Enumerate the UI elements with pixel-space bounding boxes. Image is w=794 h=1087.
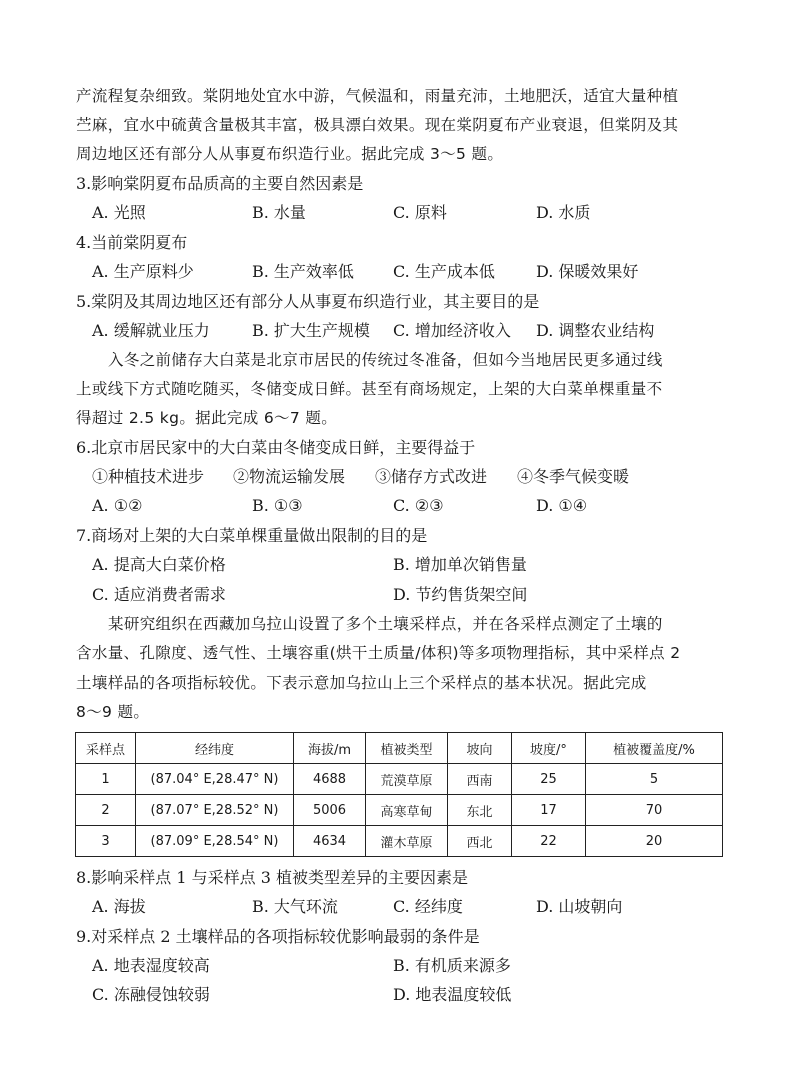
question-9-option-b[interactable]: B. 有机质来源多 <box>393 956 511 975</box>
question-6-stem: 6.北京市居民家中的大白菜由冬储变成日鲜，主要得益于 <box>76 438 476 457</box>
question-6-item-4: ④冬季气候变暖 <box>517 467 630 486</box>
passage3-line-4: 8～9 题。 <box>76 703 150 721</box>
passage3-line-1: 某研究组织在西藏加乌拉山设置了多个土壤采样点，并在各采样点测定了土壤的 <box>108 615 663 633</box>
table-cell: 灌木草原 <box>366 826 448 857</box>
question-8-option-a[interactable]: A. 海拔 <box>92 897 146 916</box>
question-6-option-a[interactable]: A. ①② <box>92 496 143 515</box>
question-8-option-d[interactable]: D. 山坡朝向 <box>536 897 623 916</box>
table-row <box>76 826 723 857</box>
question-7-stem: 7.商场对上架的大白菜单棵重量做出限制的目的是 <box>76 526 428 545</box>
question-3-option-d[interactable]: D. 水质 <box>536 203 591 222</box>
question-5-option-c[interactable]: C. 增加经济收入 <box>393 321 511 340</box>
table-cell: 5 <box>586 764 723 795</box>
table-row <box>76 795 723 826</box>
table-cell: 70 <box>586 795 723 826</box>
table-cell: 高寒草甸 <box>366 795 448 826</box>
table-cell: (87.07° E,28.52° N) <box>136 795 294 826</box>
question-6-option-b[interactable]: B. ①③ <box>252 496 303 515</box>
table-header-cell: 植被类型 <box>366 733 448 764</box>
question-6-item-1: ①种植技术进步 <box>92 467 205 486</box>
table-cell: 22 <box>512 826 586 857</box>
question-4-stem: 4.当前棠阴夏布 <box>76 233 188 252</box>
question-6-item-2: ②物流运输发展 <box>233 467 346 486</box>
passage3-line-2: 含水量、孔隙度、透气性、土壤容重(烘干土质量/体积)等多项物理指标，其中采样点 2 <box>76 644 681 662</box>
table-cell: 20 <box>586 826 723 857</box>
question-8-option-b[interactable]: B. 大气环流 <box>252 897 338 916</box>
question-5-stem: 5.棠阴及其周边地区还有部分人从事夏布织造行业，其主要目的是 <box>76 292 540 311</box>
question-9-stem: 9.对采样点 2 土壤样品的各项指标较优影响最弱的条件是 <box>76 927 480 946</box>
table-cell: 1 <box>76 764 136 795</box>
passage1-line-1: 产流程复杂细致。棠阴地处宜水中游，气候温和，雨量充沛，土地肥沃，适宜大量种植 <box>76 87 679 105</box>
passage3-line-3: 土壤样品的各项指标较优。下表示意加乌拉山上三个采样点的基本状况。据此完成 <box>76 674 647 692</box>
question-7-option-b[interactable]: B. 增加单次销售量 <box>393 555 527 574</box>
question-7-option-d[interactable]: D. 节约售货架空间 <box>393 585 528 604</box>
question-7-option-c[interactable]: C. 适应消费者需求 <box>92 585 226 604</box>
sampling-points-table <box>75 732 723 857</box>
table-row <box>76 764 723 795</box>
table-cell: 2 <box>76 795 136 826</box>
passage2-line-2: 上或线下方式随吃随买，冬储变成日鲜。甚至有商场规定，上架的大白菜单棵重量不 <box>76 380 663 398</box>
question-5-option-d[interactable]: D. 调整农业结构 <box>536 321 655 340</box>
table-header-cell: 植被覆盖度/% <box>586 733 723 764</box>
question-3-option-a[interactable]: A. 光照 <box>92 203 146 222</box>
question-9-option-d[interactable]: D. 地表温度较低 <box>393 985 512 1004</box>
question-3-option-b[interactable]: B. 水量 <box>252 203 306 222</box>
table-header-cell: 海拔/m <box>294 733 366 764</box>
question-6-option-d[interactable]: D. ①④ <box>536 496 588 515</box>
question-3-stem: 3.影响棠阴夏布品质高的主要自然因素是 <box>76 174 364 193</box>
question-5-option-b[interactable]: B. 扩大生产规模 <box>252 321 370 340</box>
table-cell: 东北 <box>448 795 512 826</box>
question-5-option-a[interactable]: A. 缓解就业压力 <box>92 321 210 340</box>
question-9-option-c[interactable]: C. 冻融侵蚀较弱 <box>92 985 210 1004</box>
question-4-option-a[interactable]: A. 生产原料少 <box>92 262 194 281</box>
question-4-option-c[interactable]: C. 生产成本低 <box>393 262 495 281</box>
passage2-line-1: 入冬之前储存大白菜是北京市居民的传统过冬准备，但如今当地居民更多通过线 <box>108 351 663 369</box>
table-cell: 3 <box>76 826 136 857</box>
question-9-option-a[interactable]: A. 地表湿度较高 <box>92 956 210 975</box>
table-cell: 4688 <box>294 764 366 795</box>
table-header-cell: 经纬度 <box>136 733 294 764</box>
passage2-line-3: 得超过 2.5 kg。据此完成 6～7 题。 <box>76 409 338 427</box>
question-4-option-b[interactable]: B. 生产效率低 <box>252 262 354 281</box>
table-cell: 25 <box>512 764 586 795</box>
question-8-stem: 8.影响采样点 1 与采样点 3 植被类型差异的主要因素是 <box>76 868 468 887</box>
table-cell: 5006 <box>294 795 366 826</box>
table-cell: 西南 <box>448 764 512 795</box>
table-header-cell: 坡度/° <box>512 733 586 764</box>
table-cell: 4634 <box>294 826 366 857</box>
table-cell: 17 <box>512 795 586 826</box>
table-cell: 西北 <box>448 826 512 857</box>
table-cell: 荒漠草原 <box>366 764 448 795</box>
table-header-cell: 采样点 <box>76 733 136 764</box>
table-header-cell: 坡向 <box>448 733 512 764</box>
table-cell: (87.09° E,28.54° N) <box>136 826 294 857</box>
passage1-line-3: 周边地区还有部分人从事夏布织造行业。据此完成 3～5 题。 <box>76 145 504 163</box>
table-header-row <box>76 733 723 764</box>
question-3-option-c[interactable]: C. 原料 <box>393 203 447 222</box>
passage1-line-2: 苎麻，宜水中硫黄含量极其丰富，极具漂白效果。现在棠阴夏布产业衰退，但棠阴及其 <box>76 116 679 134</box>
table-cell: (87.04° E,28.47° N) <box>136 764 294 795</box>
question-6-item-3: ③储存方式改进 <box>375 467 488 486</box>
question-7-option-a[interactable]: A. 提高大白菜价格 <box>92 555 226 574</box>
question-8-option-c[interactable]: C. 经纬度 <box>393 897 463 916</box>
question-6-option-c[interactable]: C. ②③ <box>393 496 444 515</box>
question-4-option-d[interactable]: D. 保暖效果好 <box>536 262 639 281</box>
